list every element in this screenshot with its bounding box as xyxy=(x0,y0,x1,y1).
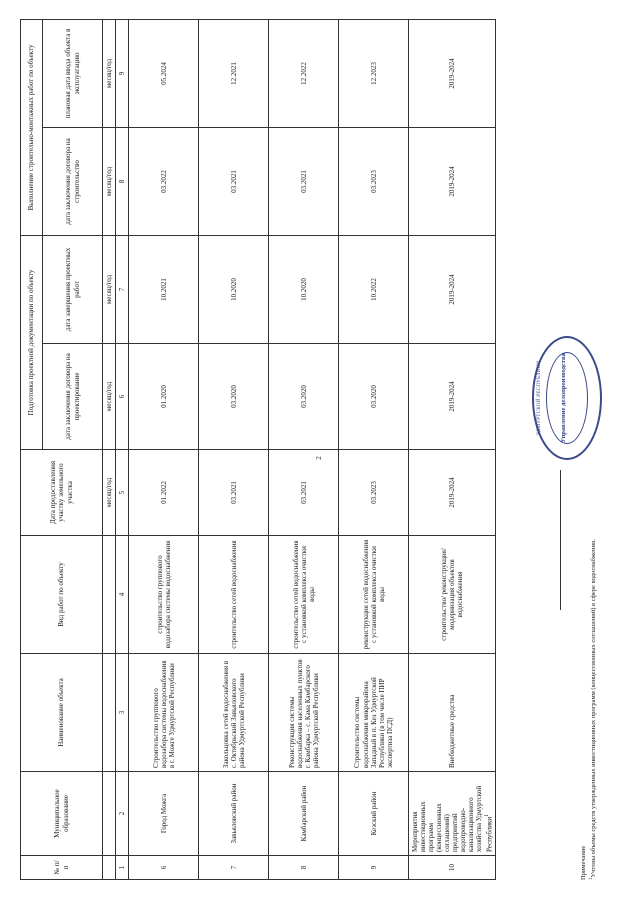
construction-contract-cell: 03.2022 xyxy=(129,127,199,235)
work-type-cell: строительство сетей водоснабжения с установкой комплекса очистки воды xyxy=(269,536,339,654)
construction-contract-cell: 03.2021 xyxy=(199,127,269,235)
column-number: 2 xyxy=(116,772,129,856)
object-cell: Строительство системы водоснабжения микрорайона Западный в п. Кез Удмуртской Республики (в том числе ПИР экспертиза ПСД) xyxy=(339,654,409,772)
footnote-text: Учтены объемы средств утвержденных инвестиционных программ (концессионных соглашений) в сфере водоснабжения. xyxy=(589,539,597,878)
header-design-contract-date: дата заключения договора на проектирование xyxy=(43,344,103,450)
object-cell: Закольцовка сетей водоснабжения в с. Октябрьский Завьяловского района Удмуртской Республики xyxy=(199,654,269,772)
rotated-page-content xyxy=(20,20,620,880)
municipality-cell xyxy=(409,772,496,856)
land-date-cell: 2019-2024 xyxy=(409,450,496,536)
object-cell: Внебюджетные средства xyxy=(409,654,496,772)
units-row xyxy=(103,19,116,879)
column-number: 4 xyxy=(116,536,129,654)
unit-cell: месяц/год xyxy=(103,450,116,536)
official-stamp xyxy=(532,336,602,460)
unit-cell: месяц/год xyxy=(103,127,116,235)
column-number: 5 xyxy=(116,450,129,536)
work-type-cell: строительство группового водозабора системы водоснабжения xyxy=(129,536,199,654)
design-contract-cell: 2019-2024 xyxy=(409,344,496,450)
unit-cell: месяц/год xyxy=(103,19,116,127)
work-type-cell: строительство/ реконструкция/ модернизация объектов водоснабжения xyxy=(409,536,496,654)
municipality-cell: Кезский район xyxy=(339,772,409,856)
footnote xyxy=(580,539,599,880)
header-construction-group: Выполнение строительно-монтажных работ по объекту xyxy=(21,19,43,235)
commissioning-cell: 12.2021 xyxy=(199,19,269,127)
commissioning-cell: 2019-2024 xyxy=(409,19,496,127)
table-row xyxy=(129,19,199,879)
construction-contract-cell: 03.2021 xyxy=(269,127,339,235)
construction-contract-cell: 2019-2024 xyxy=(409,127,496,235)
design-contract-cell: 03.2020 xyxy=(269,344,339,450)
land-date-cell: 03.2021 xyxy=(199,450,269,536)
stamp-center-text: Управление делопроизводства xyxy=(560,353,567,443)
object-cell: Строительство группового водозабора системы водоснабжения в г. Можге Удмуртской Республики xyxy=(129,654,199,772)
header-object: Наименование объекта xyxy=(21,654,103,772)
design-contract-cell: 01.2020 xyxy=(129,344,199,450)
objects-table xyxy=(20,19,496,880)
header-commissioning-date: плановая дата ввода объекта в эксплуатацию xyxy=(43,19,103,127)
stamp-ring-text: УДМУРТСКОЙ РЕСПУБЛИКИ xyxy=(537,360,542,436)
header-land-date: Дата предоставления участку земельного участка xyxy=(21,450,103,536)
land-date-cell: 03.2023 xyxy=(339,450,409,536)
column-number: 1 xyxy=(116,856,129,880)
municipality-cell: Город Можга xyxy=(129,772,199,856)
footnote-mark: 1 xyxy=(483,813,490,817)
footnote-mark: 1 xyxy=(588,877,594,880)
column-number: 9 xyxy=(116,19,129,127)
page-number: 2 xyxy=(315,456,323,460)
commissioning-cell: 12.2022 xyxy=(269,19,339,127)
header-design-group: Подготовка проектной документации по объекту xyxy=(21,235,43,449)
header-design-completion-date: дата завершения проектных работ xyxy=(43,235,103,343)
municipality-text: Мероприятия инвестиционных программ (концессионных соглашений) предприятий водопроводно-канализационного хозяйства Удмуртской Республики xyxy=(411,785,493,852)
land-date-cell: 03.2021 xyxy=(269,450,339,536)
table-row xyxy=(199,19,269,879)
construction-contract-cell: 03.2023 xyxy=(339,127,409,235)
unit-cell xyxy=(103,856,116,880)
header-row-1 xyxy=(21,19,43,879)
table-row xyxy=(269,19,339,879)
design-completion-cell: 10.2020 xyxy=(199,235,269,343)
unit-cell xyxy=(103,654,116,772)
municipality-cell: Завьяловский район xyxy=(199,772,269,856)
header-work-type: Вид работ по объекту xyxy=(21,536,103,654)
land-date-cell: 01.2022 xyxy=(129,450,199,536)
design-contract-cell: 03.2020 xyxy=(199,344,269,450)
header-number: № п/п xyxy=(21,856,103,880)
commissioning-cell: 12.2023 xyxy=(339,19,409,127)
work-type-cell: строительство сетей водоснабжения xyxy=(199,536,269,654)
column-number: 6 xyxy=(116,344,129,450)
design-completion-cell: 10.2022 xyxy=(339,235,409,343)
object-cell: Реконструкция системы водоснабжения населенных пунктов г. Камбарка – с. Кама Камбарского района Удмуртской Республики xyxy=(269,654,339,772)
design-completion-cell: 10.2020 xyxy=(269,235,339,343)
row-number: 9 xyxy=(339,856,409,880)
signature-line xyxy=(560,470,561,610)
table-row xyxy=(339,19,409,879)
table-row xyxy=(409,19,496,879)
work-type-cell: реконструкция сетей водоснабжения с установкой комплекса очистки воды xyxy=(339,536,409,654)
design-completion-cell: 2019-2024 xyxy=(409,235,496,343)
column-numbers-row xyxy=(116,19,129,879)
header-municipality: Муниципальное образование xyxy=(21,772,103,856)
row-number: 8 xyxy=(269,856,339,880)
row-number: 7 xyxy=(199,856,269,880)
design-completion-cell: 10.2021 xyxy=(129,235,199,343)
column-number: 8 xyxy=(116,127,129,235)
design-contract-cell: 03.2020 xyxy=(339,344,409,450)
unit-cell xyxy=(103,772,116,856)
unit-cell: месяц/год xyxy=(103,344,116,450)
footnote-title: Примечание xyxy=(580,845,587,880)
footnote-body xyxy=(589,539,599,880)
header-construction-contract-date: дата заключения договора на строительство xyxy=(43,127,103,235)
unit-cell: месяц/год xyxy=(103,235,116,343)
commissioning-cell: 05.2024 xyxy=(129,19,199,127)
row-number: 6 xyxy=(129,856,199,880)
column-number: 3 xyxy=(116,654,129,772)
unit-cell xyxy=(103,536,116,654)
column-number: 7 xyxy=(116,235,129,343)
row-number: 10 xyxy=(409,856,496,880)
municipality-cell: Камбарский район xyxy=(269,772,339,856)
